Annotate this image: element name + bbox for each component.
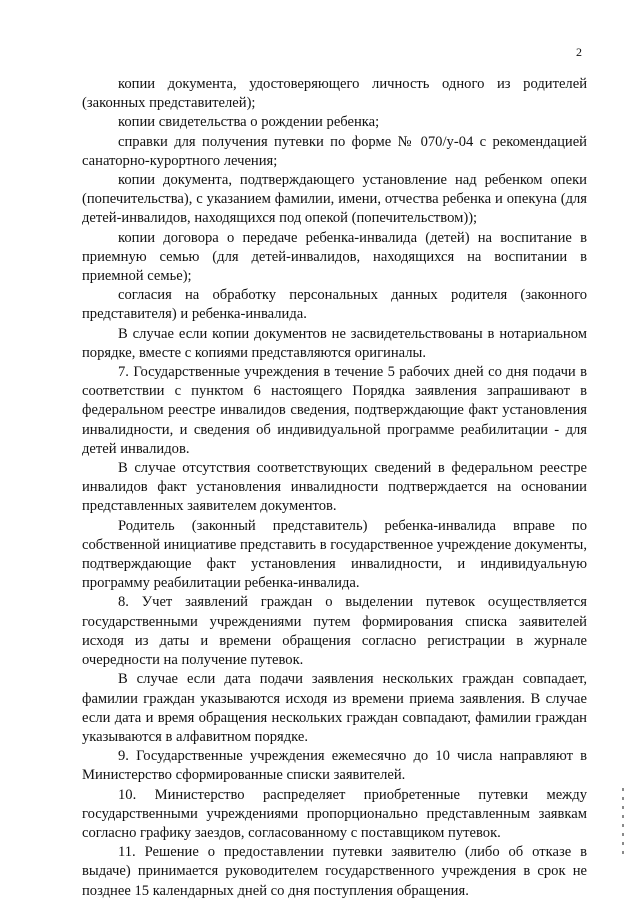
- paragraph: 7. Государственные учреждения в течение 5 рабочих дней со дня подачи в соответствии с пунктом 6 настоящего Порядка заявления запрашивают в федеральном реестре инвалидов сведения, подтверждающие факт установления инвалидности, и сведения об индивидуальной программе реабилитации - для детей инвалидов.: [82, 364, 587, 457]
- paragraph: В случае если дата подачи заявления нескольких граждан совпадает, фамилии граждан указываются исходя из времени приема заявления. В случае если дата и время обращения нескольких граждан совпадают, фамилии граждан указываются в алфавитном порядке.: [82, 671, 587, 745]
- paragraph: копии договора о передаче ребенка-инвалида (детей) на воспитание в приемную семью (для детей-инвалидов, находящихся на воспитании в приемной семье);: [82, 229, 587, 285]
- paragraph: копии документа, удостоверяющего личность одного из родителей (законных представителей);: [82, 76, 587, 112]
- paragraph: 8. Учет заявлений граждан о выделении путевок осуществляется государственными учреждениями путем формирования списка заявителей исходя из даты и времени обращения согласно регистрации в журнале очередности на получение путевок.: [82, 594, 587, 669]
- paragraph: В случае если копии документов не засвидетельствованы в нотариальном порядке, вместе с копиями представляются оригиналы.: [82, 325, 587, 361]
- paragraph: 10. Министерство распределяет приобретенные путевки между государственными учреждениями пропорционально представленным заявкам согласно графику заездов, согласованному с поставщиком путевок.: [82, 786, 587, 841]
- paragraph: Родитель (законный представитель) ребенка-инвалида вправе по собственной инициативе представить в государственное учреждение документы, подтверждающие факт установления инвалидности, и индивидуальную программу реабилитации ребенка-инвалида.: [82, 517, 587, 592]
- paragraph: копии свидетельства о рождении ребенка;: [118, 114, 380, 131]
- paragraph: 11. Решение о предоставлении путевки заявителю (либо об отказе в выдаче) принимается руководителем государственного учреждения в срок не позднее 15 календарных дней со дня поступления обращения.: [82, 844, 587, 899]
- paragraph: справки для получения путевки по форме № 070/у-04 с рекомендацией санаторно-курортного лечения;: [82, 133, 587, 169]
- paragraph: копии документа, подтверждающего установление над ребенком опеки (попечительства), с указанием фамилии, имени, отчества ребенка и опекуна (для детей-инвалидов, находящихся под опекой (попечительством));: [82, 172, 587, 227]
- paragraph: 9. Государственные учреждения ежемесячно до 10 числа направляют в Министерство сформированные списки заявителей.: [82, 748, 587, 784]
- page-number: 2: [576, 45, 582, 59]
- document-body: [82, 75, 587, 901]
- paragraph: В случае отсутствия соответствующих сведений в федеральном реестре инвалидов факт установления инвалидности подтверждается на основании представленных заявителем документов.: [82, 460, 587, 515]
- scan-artifact: [622, 788, 626, 858]
- paragraph: согласия на обработку персональных данных родителя (законного представителя) и ребенка-инвалида.: [82, 287, 587, 323]
